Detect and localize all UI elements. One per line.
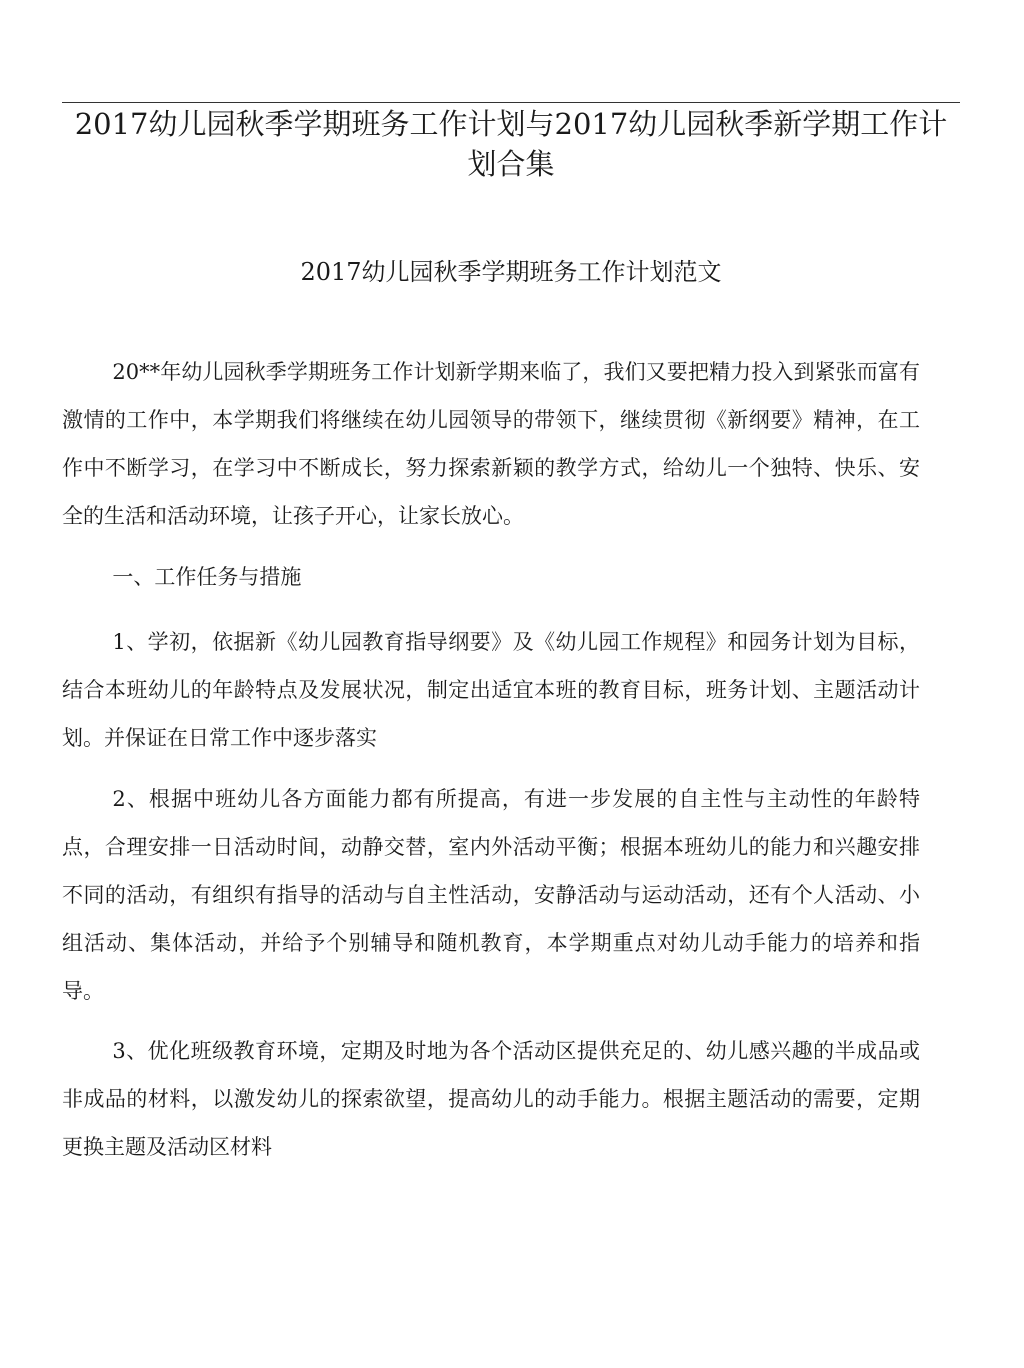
document-title: 2017幼儿园秋季学期班务工作计划与2017幼儿园秋季新学期工作计划合集 <box>74 107 948 181</box>
header-rule <box>62 102 960 103</box>
subheading-tasks: 一、工作任务与措施 <box>112 565 302 589</box>
section-title: 2017幼儿园秋季学期班务工作计划范文 <box>300 258 722 286</box>
intro-paragraph: 20**年幼儿园秋季学期班务工作计划新学期来临了，我们又要把精力投入到紧张而富有激情的工作中，本学期我们将继续在幼儿园领导的带领下，继续贯彻《新纲要》精神，在工作中不断学习，在学习中不断成长，努力探索新颖的教学方式，给幼儿一个独特、快乐、安全的生活和活动环境，让孩子开心，让家长放心。 <box>62 360 920 528</box>
list-item-3: 3、优化班级教育环境，定期及时地为各个活动区提供充足的、幼儿感兴趣的半成品或非成品的材料，以激发幼儿的探索欲望，提高幼儿的动手能力。根据主题活动的需要，定期更换主题及活动区材料 <box>62 1039 920 1159</box>
list-item-1: 1、学初，依据新《幼儿园教育指导纲要》及《幼儿园工作规程》和园务计划为目标，结合本班幼儿的年龄特点及发展状况，制定出适宜本班的教育目标，班务计划、主题活动计划。并保证在日常工作中逐步落实 <box>62 630 920 750</box>
list-item-2: 2、根据中班幼儿各方面能力都有所提高，有进一步发展的自主性与主动性的年龄特点，合理安排一日活动时间，动静交替，室内外活动平衡；根据本班幼儿的能力和兴趣安排不同的活动，有组织有指导的活动与自主性活动，安静活动与运动活动，还有个人活动、小组活动、集体活动，并给予个别辅导和随机教育，本学期重点对幼儿动手能力的培养和指导。 <box>62 787 920 1003</box>
